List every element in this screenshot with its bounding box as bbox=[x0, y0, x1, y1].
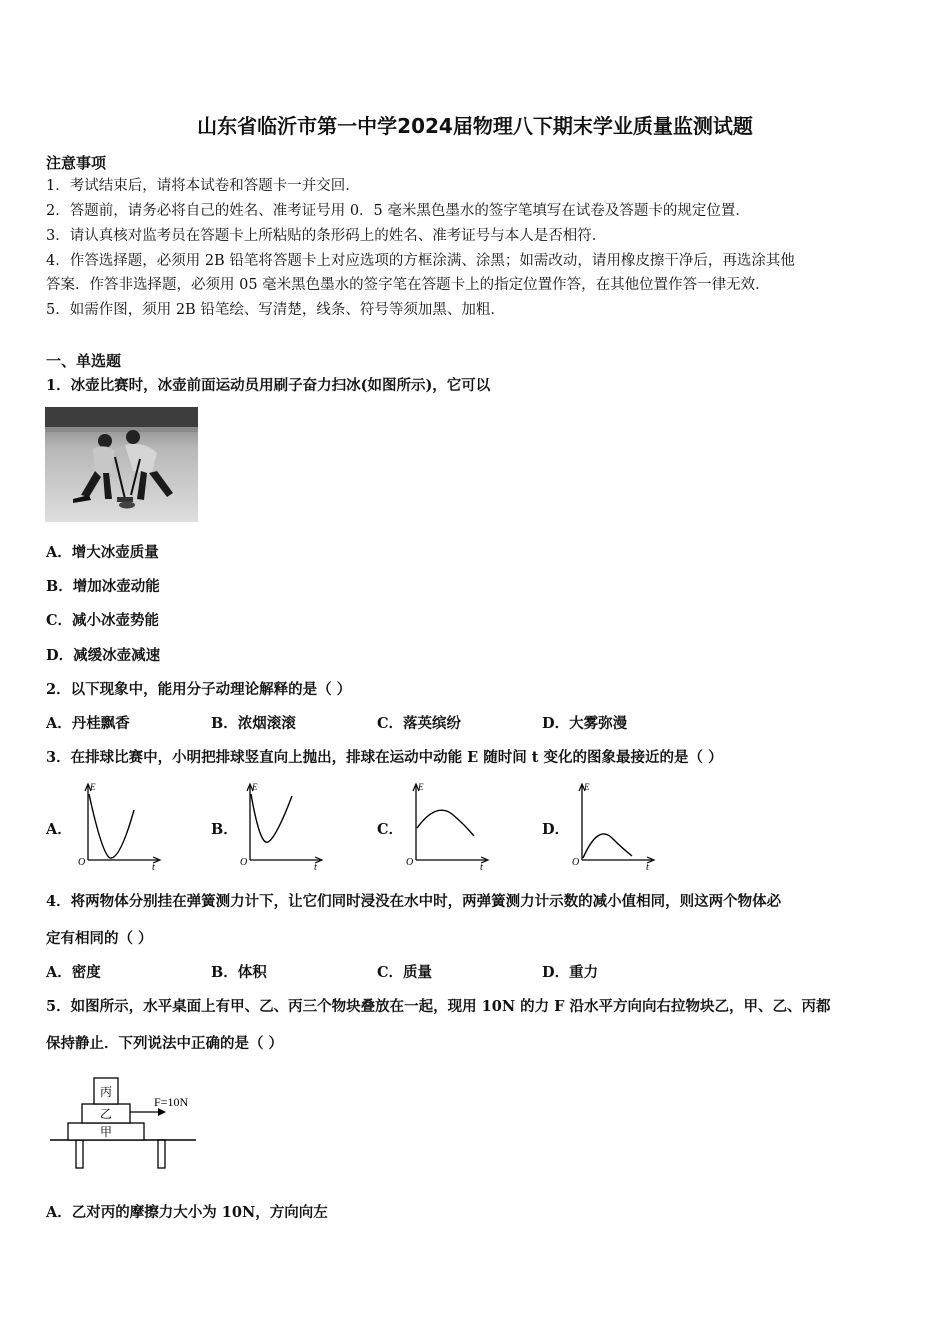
graph-a-y-label: E bbox=[90, 782, 96, 792]
force-label: F=10N bbox=[154, 1095, 189, 1109]
q3-option-b: B． bbox=[211, 821, 238, 838]
curling-photo bbox=[45, 407, 198, 522]
q2-option-b: B．浓烟滚滚 bbox=[211, 715, 296, 732]
q4-option-d: D．重力 bbox=[542, 964, 599, 981]
graph-d-x-label: t bbox=[646, 862, 649, 870]
graph-c-x-label: t bbox=[480, 862, 483, 870]
graph-a-origin: O bbox=[78, 857, 86, 868]
q1-option-d: D．减缓冰壶减速 bbox=[46, 647, 161, 664]
graph-c-origin: O bbox=[406, 857, 414, 868]
q1-option-b: B．增加冰壶动能 bbox=[46, 578, 160, 595]
notice-line: 4．作答选择题，必须用 2B 铅笔将答题卡上对应选项的方框涂满、涂黑；如需改动，请用橡皮擦干净后，再选涂其他 bbox=[46, 253, 795, 269]
question-1-stem: 1．冰壶比赛时，冰壶前面运动员用刷子奋力扫冰(如图所示)，它可以 bbox=[46, 377, 491, 394]
question-3-stem: 3．在排球比赛中，小明把排球竖直向上抛出，排球在运动中动能 E 随时间 t 变化的图象最接近的是（ ） bbox=[46, 749, 723, 766]
question-5-stem: 5．如图所示，水平桌面上有甲、乙、丙三个物块叠放在一起，现用 10N 的力 F 沿水平方向向右拉物块乙，甲、乙、丙都 bbox=[46, 998, 831, 1015]
notice-line: 5．如需作图，须用 2B 铅笔绘、写清楚，线条、符号等须加黑、加粗． bbox=[46, 302, 505, 318]
question-2-stem: 2．以下现象中，能用分子动理论解释的是（ ） bbox=[46, 681, 352, 698]
q3-option-d: D． bbox=[542, 821, 570, 838]
q4-option-c: C．质量 bbox=[377, 964, 433, 981]
graph-d bbox=[568, 780, 660, 870]
block-jia-label: 甲 bbox=[99, 1125, 113, 1139]
graph-d-y-label: E bbox=[584, 782, 590, 792]
graph-b-x-label: t bbox=[314, 862, 317, 870]
notice-line: 1．考试结束后，请将本试卷和答题卡一并交回． bbox=[46, 178, 360, 194]
graph-c-y-label: E bbox=[418, 782, 424, 792]
question-5-stem-cont: 保持静止．下列说法中正确的是（ ） bbox=[46, 1035, 284, 1052]
q4-option-b: B．体积 bbox=[211, 964, 267, 981]
q2-option-d: D．大雾弥漫 bbox=[542, 715, 628, 732]
notice-line: 2．答题前，请务必将自己的姓名、准考证号用 0．5 毫米黑色墨水的签字笔填写在试卷及答题卡的规定位置． bbox=[46, 203, 750, 219]
q1-option-a: A．增大冰壶质量 bbox=[46, 544, 159, 561]
block-bing-label: 丙 bbox=[99, 1085, 113, 1099]
q4-option-a: A．密度 bbox=[46, 964, 101, 981]
blocks-figure bbox=[48, 1072, 208, 1172]
graph-d-origin: O bbox=[572, 857, 580, 868]
q3-option-a: A． bbox=[46, 821, 72, 838]
notice-header: 注意事项 bbox=[46, 154, 107, 172]
q5-option-a: A．乙对丙的摩擦力大小为 10N，方向向左 bbox=[46, 1204, 328, 1221]
question-4-stem: 4．将两物体分别挂在弹簧测力计下，让它们同时浸没在水中时，两弹簧测力计示数的减小值相同，则这两个物体必 bbox=[46, 893, 782, 910]
q3-option-c: C． bbox=[377, 821, 404, 838]
graph-b-origin: O bbox=[240, 857, 248, 868]
q1-option-c: C．减小冰壶势能 bbox=[46, 612, 160, 629]
question-4-stem-cont: 定有相同的（ ） bbox=[46, 930, 153, 947]
q2-option-c: C．落英缤纷 bbox=[377, 715, 462, 732]
block-yi-label: 乙 bbox=[99, 1107, 113, 1121]
graph-c bbox=[402, 780, 494, 870]
graph-b-y-label: E bbox=[252, 782, 258, 792]
graph-a-x-label: t bbox=[152, 862, 155, 870]
q2-option-a: A．丹桂飘香 bbox=[46, 715, 130, 732]
graph-a bbox=[74, 780, 166, 870]
notice-line: 答案．作答非选择题，必须用 05 毫米黑色墨水的签字笔在答题卡上的指定位置作答，在其他位置作答一律无效． bbox=[46, 277, 770, 293]
page-title: 山东省临沂市第一中学2024届物理八下期末学业质量监测试题 bbox=[197, 114, 753, 138]
section-heading: 一、单选题 bbox=[46, 352, 122, 370]
notice-line: 3．请认真核对监考员在答题卡上所粘贴的条形码上的姓名、准考证号与本人是否相符． bbox=[46, 228, 607, 244]
graph-b bbox=[236, 780, 328, 870]
